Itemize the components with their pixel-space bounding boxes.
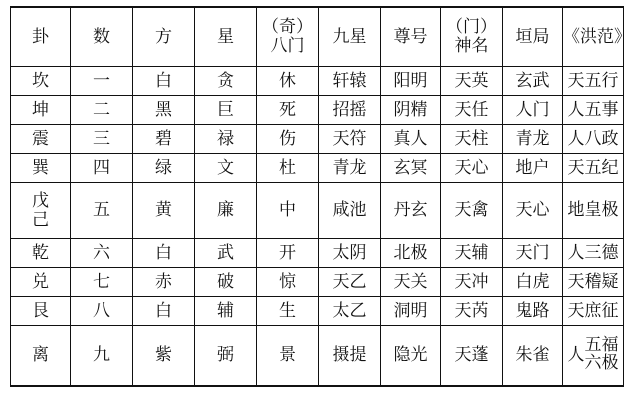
cell-gua-line2: 己 xyxy=(32,209,49,230)
table-row-qian xyxy=(11,239,624,268)
cell-shen: 天心 xyxy=(441,154,503,183)
cell-hongfan: 天稽疑 xyxy=(563,268,624,297)
cell-zunhao: 真人 xyxy=(381,125,441,154)
cell-hongfan: 人三德 xyxy=(563,239,624,268)
cell-shu: 六 xyxy=(71,239,133,268)
header-shenming xyxy=(441,7,503,67)
cell-jiuxing: 招摇 xyxy=(319,96,381,125)
cell-fang: 赤 xyxy=(133,268,195,297)
cell-hongfan: 天五纪 xyxy=(563,154,624,183)
cell-zunhao: 玄冥 xyxy=(381,154,441,183)
cell-gua: 巽 xyxy=(11,154,71,183)
cell-yuan: 朱雀 xyxy=(503,326,563,386)
header-hongfan: 《洪范》 xyxy=(563,7,624,67)
cell-jiuxing: 太阴 xyxy=(319,239,381,268)
cell-men: 中 xyxy=(257,183,319,239)
cell-men: 死 xyxy=(257,96,319,125)
cell-xing: 弼 xyxy=(195,326,257,386)
cell-yuan: 人门 xyxy=(503,96,563,125)
cell-shen: 天冲 xyxy=(441,268,503,297)
cell-men: 开 xyxy=(257,239,319,268)
cell-hongfan: 人五事 xyxy=(563,96,624,125)
table-row-kun xyxy=(11,96,624,125)
cell-xing: 廉 xyxy=(195,183,257,239)
cell-hongfan: 天五行 xyxy=(563,67,624,96)
cell-xing: 文 xyxy=(195,154,257,183)
correspondence-table-sheet xyxy=(10,6,631,396)
cell-men: 惊 xyxy=(257,268,319,297)
cell-jiuxing: 太乙 xyxy=(319,297,381,326)
table-row-gen xyxy=(11,297,624,326)
header-shu: 数 xyxy=(71,7,133,67)
cell-fang: 碧 xyxy=(133,125,195,154)
cell-yuan: 鬼路 xyxy=(503,297,563,326)
cell-fang: 白 xyxy=(133,67,195,96)
cell-xing: 禄 xyxy=(195,125,257,154)
cell-gua xyxy=(11,183,71,239)
cell-shu: 九 xyxy=(71,326,133,386)
cell-zunhao: 北极 xyxy=(381,239,441,268)
cell-shu: 七 xyxy=(71,268,133,297)
cell-shen: 天辅 xyxy=(441,239,503,268)
cell-fang: 黑 xyxy=(133,96,195,125)
header-gua: 卦 xyxy=(11,7,71,67)
cell-hongfan: 地皇极 xyxy=(563,183,624,239)
cell-gua: 离 xyxy=(11,326,71,386)
cell-men: 伤 xyxy=(257,125,319,154)
cell-yuan: 天心 xyxy=(503,183,563,239)
cell-zunhao: 丹玄 xyxy=(381,183,441,239)
header-yuanju: 垣局 xyxy=(503,7,563,67)
cell-shu: 四 xyxy=(71,154,133,183)
cell-zunhao: 天关 xyxy=(381,268,441,297)
correspondence-table xyxy=(10,6,631,387)
table-row-kan xyxy=(11,67,624,96)
cell-gua: 震 xyxy=(11,125,71,154)
cell-shen: 天任 xyxy=(441,96,503,125)
header-bamen xyxy=(257,7,319,67)
cell-jiuxing: 咸池 xyxy=(319,183,381,239)
cell-hongfan xyxy=(563,326,624,386)
header-zunhao: 尊号 xyxy=(381,7,441,67)
table-row-xun xyxy=(11,154,624,183)
header-xing: 星 xyxy=(195,7,257,67)
cell-jiuxing: 天符 xyxy=(319,125,381,154)
cell-men: 杜 xyxy=(257,154,319,183)
cell-yuan: 白虎 xyxy=(503,268,563,297)
cell-zunhao: 阳明 xyxy=(381,67,441,96)
cell-jiuxing: 青龙 xyxy=(319,154,381,183)
cell-xing: 破 xyxy=(195,268,257,297)
table-row-zhen xyxy=(11,125,624,154)
cell-shu: 一 xyxy=(71,67,133,96)
cell-shen: 天芮 xyxy=(441,297,503,326)
cell-hongfan: 人八政 xyxy=(563,125,624,154)
table-row-li xyxy=(11,326,624,386)
cell-zunhao: 隐光 xyxy=(381,326,441,386)
cell-yuan: 地户 xyxy=(503,154,563,183)
cell-xing: 辅 xyxy=(195,297,257,326)
cell-gua: 兑 xyxy=(11,268,71,297)
cell-jiuxing: 摄提 xyxy=(319,326,381,386)
cell-xing: 贪 xyxy=(195,67,257,96)
cell-men: 景 xyxy=(257,326,319,386)
cell-hongfan: 天庶征 xyxy=(563,297,624,326)
header-row xyxy=(11,7,624,67)
cell-shu: 二 xyxy=(71,96,133,125)
cell-yuan: 玄武 xyxy=(503,67,563,96)
cell-gua: 艮 xyxy=(11,297,71,326)
hongfan-prefix: 人 xyxy=(567,344,585,365)
cell-shu: 三 xyxy=(71,125,133,154)
cell-fang: 紫 xyxy=(133,326,195,386)
header-bamen-line1: （奇） xyxy=(262,17,313,38)
cell-zunhao: 洞明 xyxy=(381,297,441,326)
cell-shu: 五 xyxy=(71,183,133,239)
cell-men: 生 xyxy=(257,297,319,326)
cell-gua: 坎 xyxy=(11,67,71,96)
hongfan-compound xyxy=(568,337,619,373)
header-shenming-line2: 神名 xyxy=(454,36,489,56)
header-fang: 方 xyxy=(133,7,195,67)
cell-fang: 绿 xyxy=(133,154,195,183)
cell-shen: 天蓬 xyxy=(441,326,503,386)
cell-shu: 八 xyxy=(71,297,133,326)
cell-yuan: 青龙 xyxy=(503,125,563,154)
cell-gua: 乾 xyxy=(11,239,71,268)
cell-gua-line1: 戊 xyxy=(32,190,49,211)
cell-xing: 巨 xyxy=(195,96,257,125)
cell-gua: 坤 xyxy=(11,96,71,125)
hongfan-stack xyxy=(585,337,619,373)
table-row-dui xyxy=(11,268,624,297)
header-shenming-line1: （门） xyxy=(446,17,497,38)
cell-jiuxing: 轩辕 xyxy=(319,67,381,96)
cell-fang: 白 xyxy=(133,239,195,268)
cell-shen: 天禽 xyxy=(441,183,503,239)
table-row-wuji xyxy=(11,183,624,239)
hongfan-stack-line1: 五福 xyxy=(584,335,619,356)
cell-men: 休 xyxy=(257,67,319,96)
cell-xing: 武 xyxy=(195,239,257,268)
cell-zunhao: 阴精 xyxy=(381,96,441,125)
cell-jiuxing: 天乙 xyxy=(319,268,381,297)
header-bamen-line2: 八门 xyxy=(270,36,305,56)
cell-fang: 黄 xyxy=(133,183,195,239)
hongfan-stack-line2: 六极 xyxy=(584,353,619,374)
cell-shen: 天英 xyxy=(441,67,503,96)
header-jiuxing: 九星 xyxy=(319,7,381,67)
cell-shen: 天柱 xyxy=(441,125,503,154)
cell-fang: 白 xyxy=(133,297,195,326)
cell-yuan: 天门 xyxy=(503,239,563,268)
